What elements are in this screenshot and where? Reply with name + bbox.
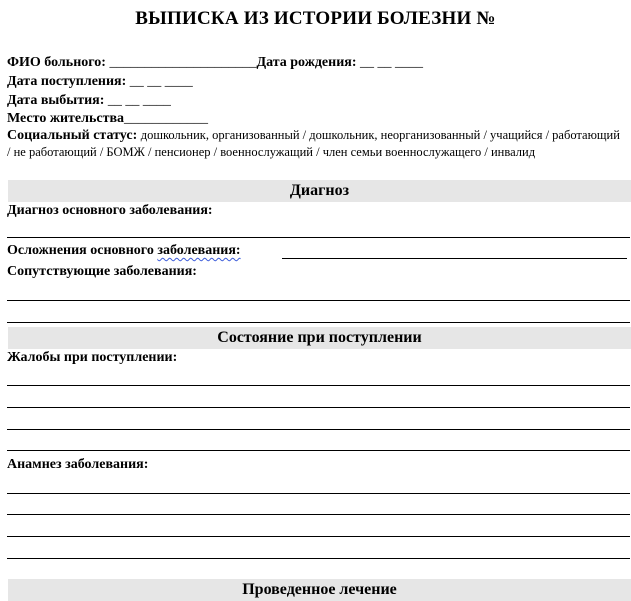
admission-row [7, 73, 193, 90]
comorbid-field-line-2[interactable] [7, 322, 630, 323]
comorbid-field-line-1[interactable] [7, 300, 630, 301]
residence-row [7, 110, 208, 127]
dob-blank[interactable]: __ __ ____ [360, 55, 424, 70]
discharge-row [7, 92, 171, 109]
complications-field-line[interactable] [282, 258, 627, 259]
anamnesis-field-line-3[interactable] [7, 536, 630, 537]
complications-label-part2: заболевания: [157, 243, 241, 258]
comorbid-label: Сопутствующие заболевания: [7, 264, 197, 279]
fio-blank[interactable]: _____________________ [109, 55, 257, 70]
anamnesis-field-line-4[interactable] [7, 558, 630, 559]
section-heading-admission-state: Состояние при поступлении [8, 327, 631, 349]
complaints-label: Жалобы при поступлении: [7, 350, 178, 365]
section-heading-treatment: Проведенное лечение [8, 579, 631, 601]
fio-row [7, 54, 423, 71]
residence-blank[interactable]: ____________ [124, 111, 209, 126]
fio-label: ФИО больного: [7, 55, 106, 70]
admission-label: Дата поступления: [7, 74, 127, 89]
anamnesis-label: Анамнез заболевания: [7, 457, 149, 472]
anamnesis-field-line-2[interactable] [7, 514, 630, 515]
complaints-field-line-3[interactable] [7, 429, 630, 430]
complaints-field-line-1[interactable] [7, 385, 630, 386]
complaints-field-line-2[interactable] [7, 407, 630, 408]
complications-label [7, 242, 241, 259]
main-disease-field-line[interactable] [7, 237, 630, 238]
admission-blank[interactable]: __ __ ____ [129, 74, 193, 89]
complications-label-part1: Осложнения основного [7, 243, 154, 258]
document-title: ВЫПИСКА ИЗ ИСТОРИИ БОЛЕЗНИ № [135, 8, 496, 29]
anamnesis-field-line-1[interactable] [7, 493, 630, 494]
social-status-row [7, 127, 625, 161]
dob-label: Дата рождения: [256, 55, 357, 70]
social-status-label: Социальный статус: [7, 128, 138, 143]
residence-label: Место жительства [7, 111, 125, 126]
social-status-options[interactable]: дошкольник, организованный / дошкольник, неорганизованный / учащийся / работающий / не работающий / БОМЖ / пенсионер / военнослужащий / член семьи военнослужащего / инвалид [7, 128, 620, 159]
complaints-field-line-4[interactable] [7, 450, 630, 451]
section-heading-diagnosis: Диагноз [8, 180, 631, 202]
discharge-label: Дата выбытия: [7, 93, 105, 108]
main-disease-label: Диагноз основного заболевания: [7, 203, 213, 218]
discharge-blank[interactable]: __ __ ____ [107, 93, 171, 108]
